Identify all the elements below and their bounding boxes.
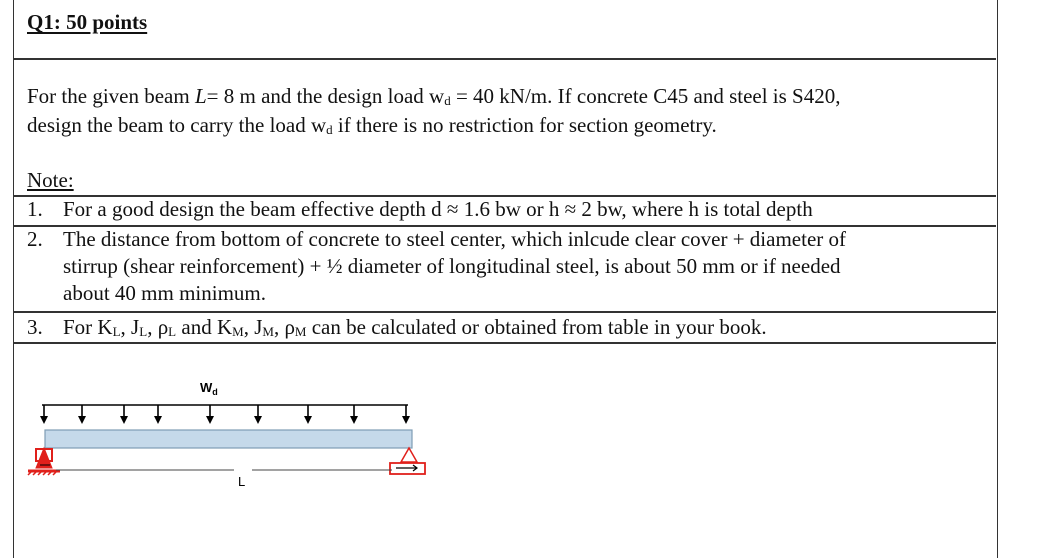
note-divider-3 bbox=[14, 311, 996, 313]
problem-line-1: For the given beam L= 8 m and the design load $w_d = 40$ kN/m. If concrete C45 and steel is S420, bbox=[27, 84, 841, 108]
load-label: $W_d$ bbox=[200, 380, 218, 397]
note-item-2: 2. The distance from bottom of concrete to steel center, which inlcude clear cover + diameter of stirrup (shear reinforcement) + ½ diameter of longitudinal steel, is about 50 mm or if needed about 40 mm minimum. bbox=[27, 226, 992, 310]
note-item-2-line-3: about 40 mm minimum. bbox=[63, 281, 266, 305]
note-divider-4 bbox=[14, 342, 996, 344]
load-arrows bbox=[40, 405, 410, 424]
load-arrow-head bbox=[304, 416, 312, 424]
beam-diagram bbox=[20, 376, 440, 501]
load-arrow-head bbox=[206, 416, 214, 424]
beam bbox=[45, 430, 412, 448]
title-divider bbox=[14, 58, 996, 60]
load-arrow-head bbox=[120, 416, 128, 424]
problem-statement bbox=[27, 82, 992, 140]
problem-line-2: design the beam to carry the load $w_d$ if there is no restriction for section geometry. bbox=[27, 113, 717, 137]
roller-support-icon bbox=[390, 448, 425, 474]
load-arrow-head bbox=[78, 416, 86, 424]
note-item-1: 1. For a good design the beam effective depth d ≈ 1.6 bw or h ≈ 2 bw, where h is total depth bbox=[27, 197, 813, 221]
span-label: L bbox=[238, 474, 246, 489]
question-title: Q1: 50 points bbox=[27, 10, 148, 34]
note-item-3: 3. For $K_L$, $J_L$, $\rho_L$ and $K_M$, $J_M$, $\rho_M$ can be calculated or obtained from table in your book. bbox=[27, 315, 767, 339]
load-arrow-head bbox=[402, 416, 410, 424]
note-item-2-line-2: stirrup (shear reinforcement) + ½ diameter of longitudinal steel, is about 50 mm or if needed bbox=[63, 254, 841, 278]
note-item-2-line-1: The distance from bottom of concrete to steel center, which inlcude clear cover + diameter of bbox=[63, 227, 846, 251]
load-arrow-head bbox=[254, 416, 262, 424]
load-arrow-head bbox=[350, 416, 358, 424]
load-arrow-head bbox=[40, 416, 48, 424]
pin-support-icon bbox=[28, 448, 60, 475]
note-label: Note: bbox=[27, 168, 74, 192]
load-arrow-head bbox=[154, 416, 162, 424]
